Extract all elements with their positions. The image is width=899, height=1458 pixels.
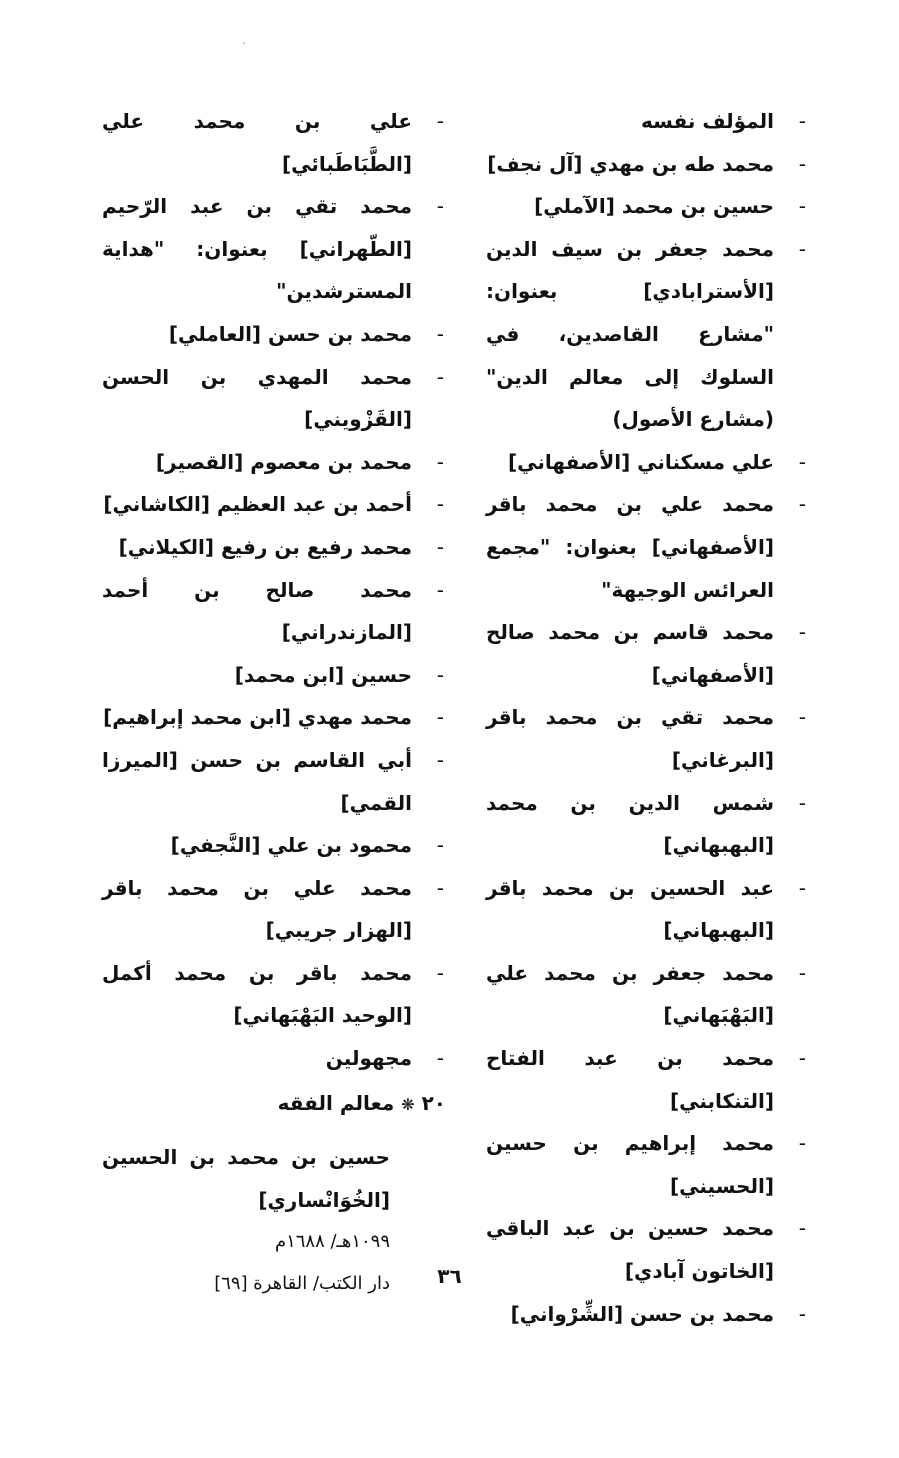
entry-text: محمد بن حسن [العاملي] [168, 321, 412, 346]
list-item [486, 1293, 808, 1336]
bullet-dash: - [436, 194, 444, 219]
entry-text: محمد طه بن مهدي [آل نجف] [487, 151, 774, 176]
list-item [486, 100, 808, 143]
scan-speck [243, 42, 245, 44]
bullet-dash: - [798, 875, 806, 900]
entry-text: محمد إبراهيم بن حسين [الحسيني] [486, 1131, 774, 1198]
list-item [486, 1122, 808, 1207]
section-title: معالم الفقه [277, 1090, 395, 1115]
list-item [486, 185, 808, 228]
list-item [486, 1037, 808, 1122]
entry-text: علي مسكناني [الأصفهاني] [508, 449, 774, 474]
bullet-dash: - [798, 620, 806, 645]
bullet-dash: - [436, 747, 444, 772]
entry-text: حسين [ابن محمد] [234, 662, 412, 687]
bullet-dash: - [436, 449, 444, 474]
bullet-dash: - [436, 833, 444, 858]
bullet-dash: - [798, 1046, 806, 1071]
list-item [102, 952, 446, 1037]
entry-text: محمد بن معصوم [القصير] [155, 449, 412, 474]
entry-text: أحمد بن عبد العظيم [الكاشاني] [103, 492, 412, 517]
list-item [102, 654, 446, 697]
entry-text: محمد جعفر بن محمد علي [البَهْبَهاني] [486, 960, 774, 1028]
entry-text: مجهولين [325, 1046, 412, 1071]
bullet-dash: - [798, 449, 806, 474]
list-item [102, 313, 446, 356]
right-column [486, 100, 808, 1335]
list-item [102, 185, 446, 313]
entry-text: محمد علي بن محمد باقر [الأصفهاني] بعنوان: "مجمع العرائس الوجيهة" [486, 492, 774, 602]
bullet-dash: - [798, 194, 806, 219]
bullet-dash: - [798, 1131, 806, 1156]
bullet-dash: - [436, 492, 444, 517]
section-holding: دار الكتب/ القاهرة [٦٩] [214, 1273, 390, 1295]
bullet-dash: - [798, 109, 806, 133]
bullet-dash: - [798, 236, 806, 261]
entry-text: محمد بن عبد الفتاح [التنكابني] [486, 1046, 774, 1113]
bullet-dash: - [436, 364, 444, 389]
list-item [486, 696, 808, 781]
entry-text: محمد رفيع بن رفيع [الكيلاني] [118, 534, 412, 559]
entry-text: شمس الدين بن محمد [البهبهاني] [486, 790, 774, 858]
entry-text: حسين بن محمد [الآملي] [534, 194, 774, 219]
entry-text: أبي القاسم بن حسن [الميرزا القمي] [102, 747, 412, 815]
list-item [102, 526, 446, 569]
entry-text: محمد قاسم بن محمد صالح [الأصفهاني] [486, 620, 774, 687]
bullet-dash: - [798, 960, 806, 985]
bullet-dash: - [436, 1046, 444, 1071]
bullet-dash: - [798, 705, 806, 730]
list-item [486, 952, 808, 1037]
entry-text: محمد مهدي [ابن محمد إبراهيم] [103, 705, 412, 730]
bullet-dash: - [798, 492, 806, 517]
section-number: ٢٠ [421, 1090, 446, 1115]
list-item [486, 611, 808, 696]
section-author: حسين بن محمد بن الحسين [الخُوَانْساري] [102, 1145, 390, 1212]
list-item [102, 441, 446, 484]
entry-text: علي بن محمد علي [الطَّبَاطَبائي] [102, 109, 412, 176]
list-item [102, 824, 446, 867]
bullet-dash: - [436, 534, 444, 559]
bullet-dash: - [798, 790, 806, 815]
list-item [102, 483, 446, 526]
entry-text: محمد تقي بن محمد باقر [البرغاني] [486, 705, 774, 772]
entry-text: محمد تقي بن عبد الرّحيم [الطّهراني] بعنوان: "هداية المسترشدين" [102, 194, 412, 304]
entry-text: محمود بن علي [النَّجفي] [170, 833, 412, 858]
list-item [102, 569, 446, 654]
bullet-dash: - [798, 151, 806, 176]
bullet-dash: - [436, 960, 444, 985]
entry-text: محمد جعفر بن سيف الدين [الأسترابادي] بعنوان: "مشارع القاصدين، في السلوك إلى معالم الدين" (مشارع الأصول) [486, 236, 774, 432]
bullet-dash: - [436, 662, 444, 687]
list-item [102, 100, 446, 185]
list-item [486, 228, 808, 441]
entry-text: عبد الحسين بن محمد باقر [البهبهاني] [486, 875, 774, 943]
list-item [102, 696, 446, 739]
entry-text: محمد صالح بن أحمد [المازندراني] [102, 577, 412, 645]
entry-text: محمد علي بن محمد باقر [الهزار جريبي] [102, 875, 412, 943]
list-item [486, 143, 808, 186]
bullet-dash: - [436, 875, 444, 900]
bullet-dash: - [798, 1301, 806, 1326]
left-column [102, 100, 446, 1305]
entry-text: محمد بن حسن [الشِّرْواني] [510, 1301, 774, 1326]
list-item [486, 782, 808, 867]
entry-text: محمد المهدي بن الحسن [القَزْويني] [102, 364, 412, 432]
section-date: ١٠٩٩هـ/ ١٦٨٨م [274, 1231, 390, 1253]
entry-text: محمد حسين بن عبد الباقي [الخاتون آبادي] [486, 1216, 774, 1284]
bullet-dash: - [436, 577, 444, 602]
bullet-dash: - [436, 109, 444, 133]
list-item [486, 483, 808, 611]
bullet-dash: - [436, 705, 444, 730]
list-item [102, 739, 446, 824]
section-heading [102, 1082, 446, 1127]
list-item [102, 1037, 446, 1080]
list-item [486, 441, 808, 484]
list-item [102, 867, 446, 952]
list-item [102, 356, 446, 441]
asterisk-icon: ❋ [401, 1094, 415, 1114]
page-number: ٣٦ [437, 1264, 462, 1288]
list-item [486, 867, 808, 952]
entry-text: المؤلف نفسه [641, 109, 774, 133]
bullet-dash: - [798, 1216, 806, 1241]
bullet-dash: - [436, 321, 444, 346]
entry-text: محمد باقر بن محمد أكمل [الوحيد البَهْبَهاني] [102, 960, 412, 1028]
